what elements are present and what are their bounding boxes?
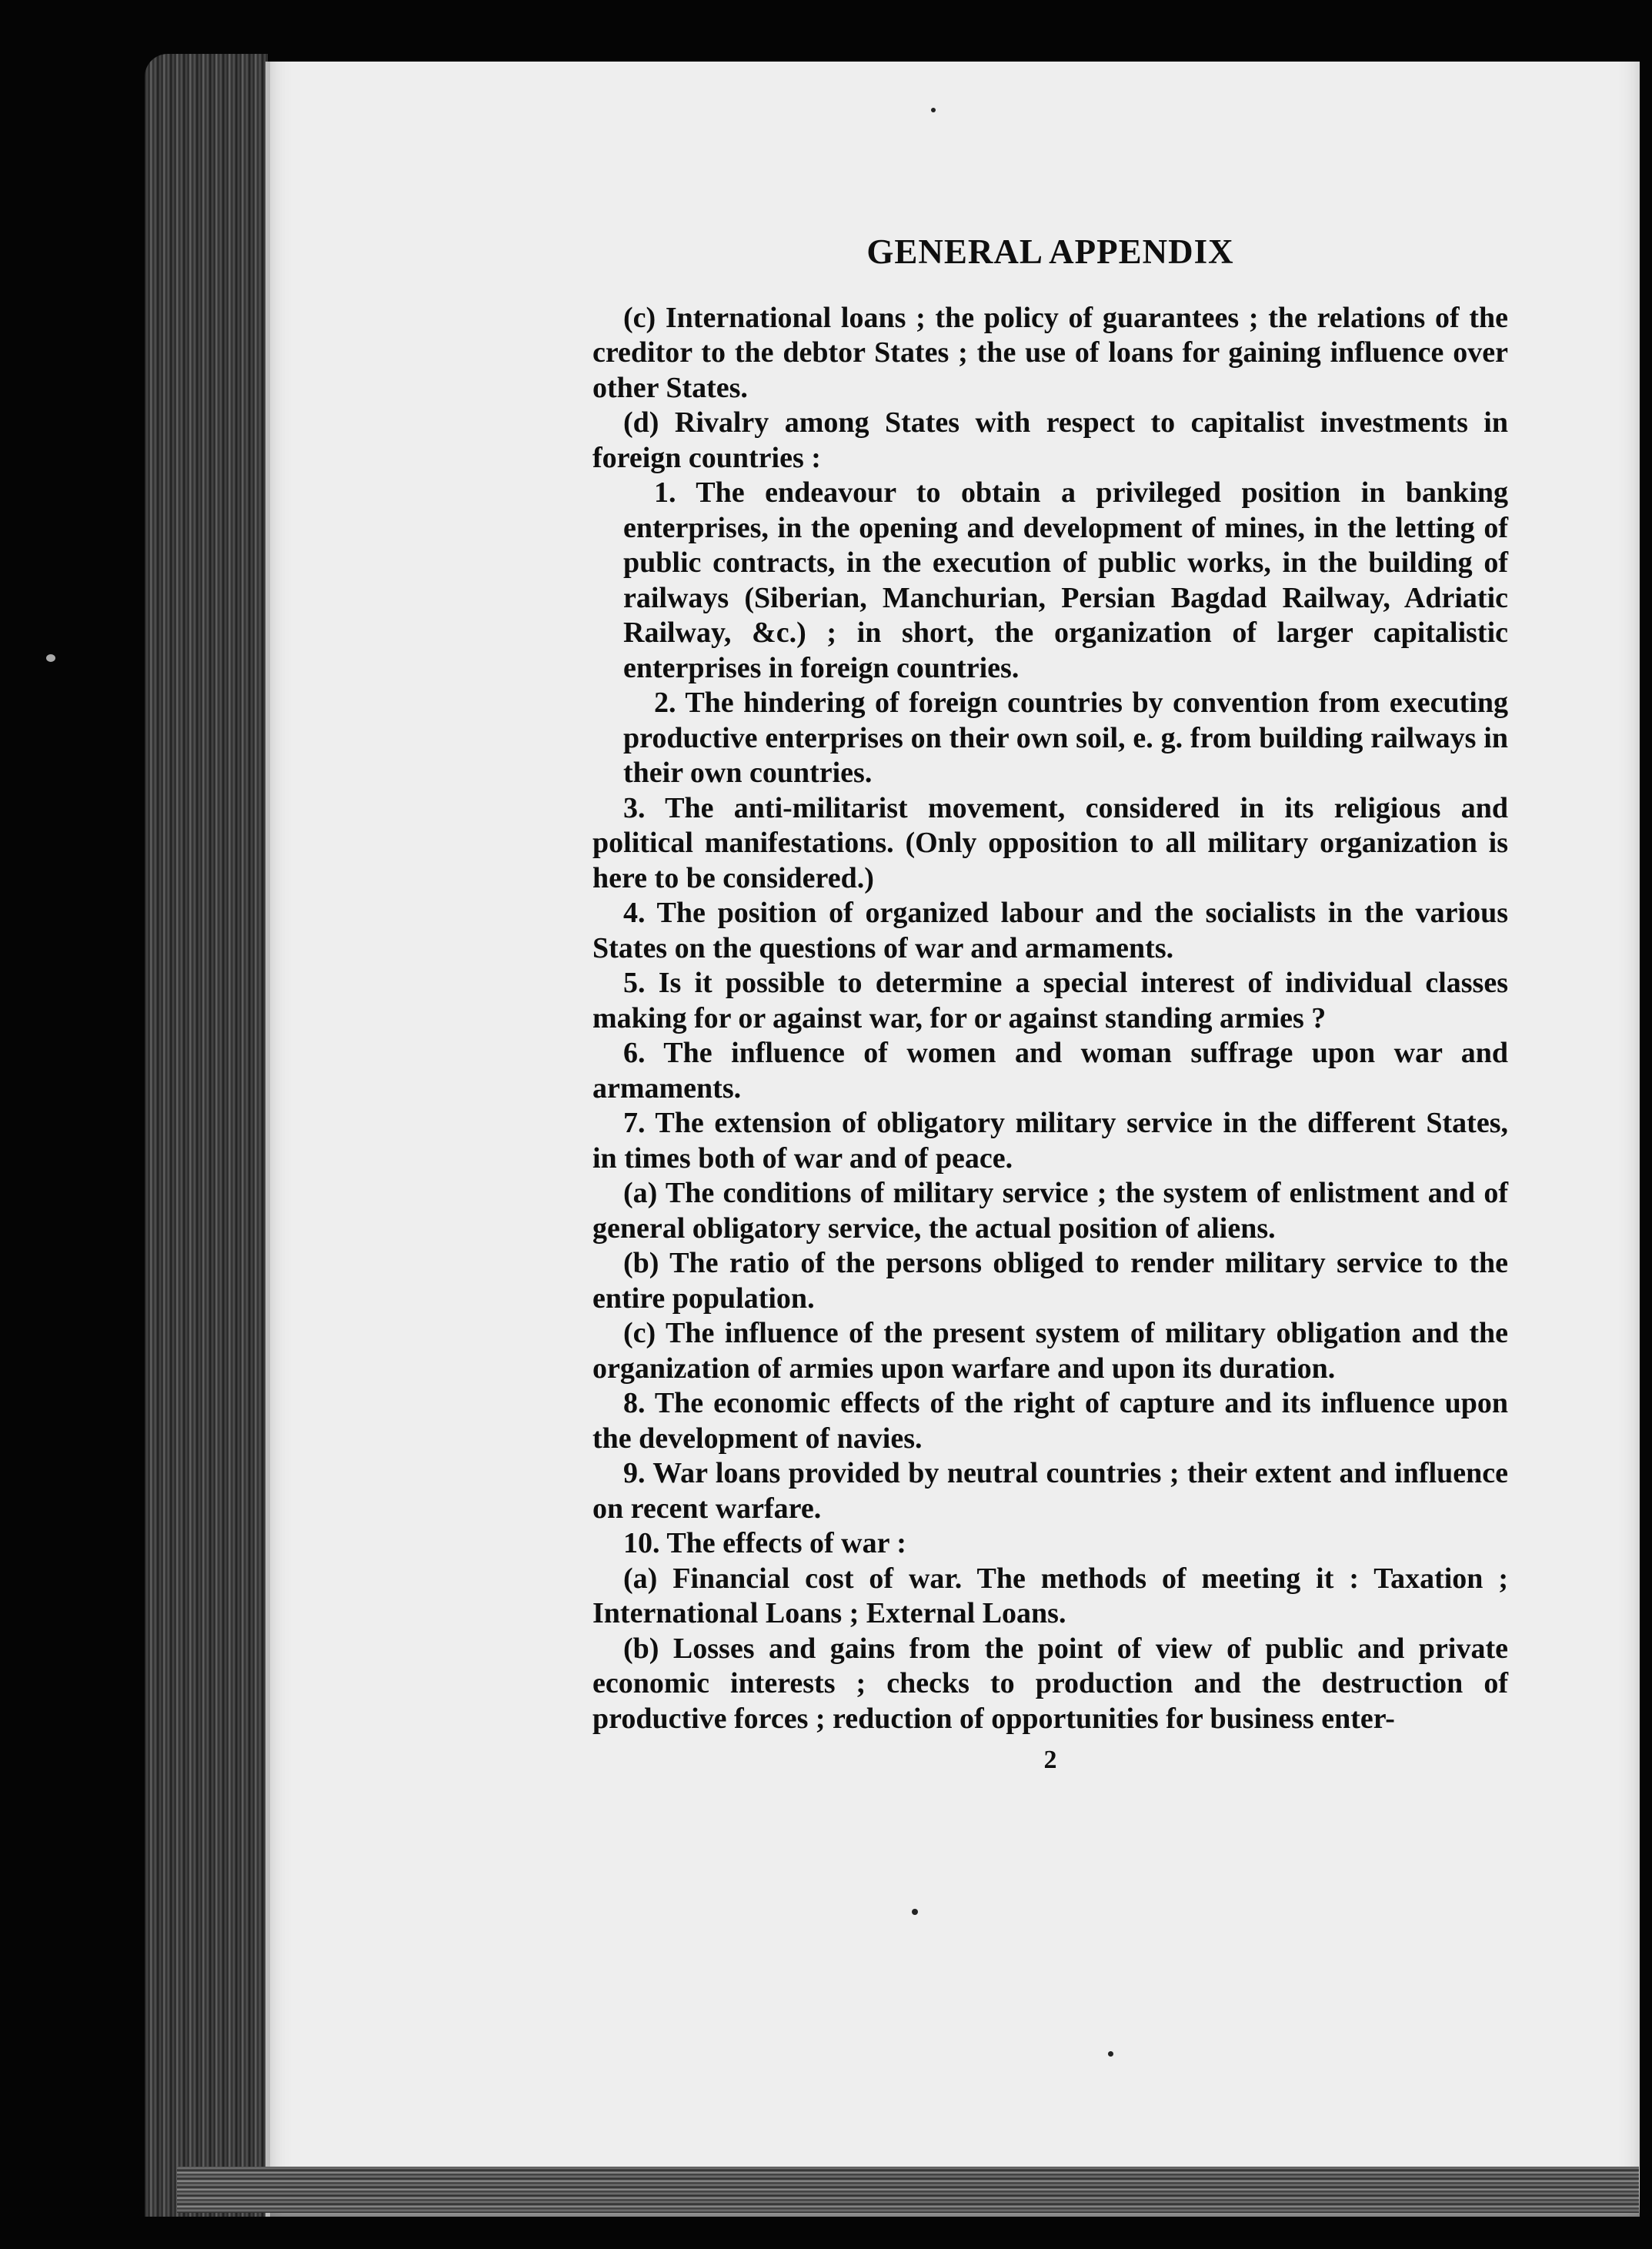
running-header: GENERAL APPENDIX	[866, 232, 1234, 271]
paragraph: 1. The endeavour to obtain a privileged position in banking enterprises, in the opening and development of mines, in the letting of public contracts, in the execution of public works, in the building of railways (Siberian, Manchurian, Persian Bagdad Railway, Adriatic Railway, &c.) ; in short, the organization of larger capitalistic enterprises in foreign countries.	[623, 476, 1508, 684]
paragraph: 6. The influence of women and woman suffrage upon war and armaments.	[592, 1037, 1508, 1104]
dust-speck	[912, 1909, 918, 1915]
book-bottom-edges	[177, 2167, 1639, 2213]
paragraph: (a) Financial cost of war. The methods of meeting it : Taxation ; International Loans ; External Loans.	[592, 1562, 1508, 1629]
paragraph: 5. Is it possible to determine a special interest of individual classes making for or against war, for or against standing armies ?	[592, 967, 1508, 1034]
paragraph: 10. The effects of war :	[623, 1527, 906, 1559]
paragraph: 2. The hindering of foreign countries by convention from executing productive enterprises on their own soil, e. g. from building railways in their own countries.	[623, 687, 1508, 789]
book-page-edges	[145, 54, 268, 2217]
page-number: 2	[1043, 1746, 1057, 1774]
paragraph: (d) Rivalry among States with respect to capitalist investments in foreign countries :	[592, 406, 1508, 474]
paragraph: (b) The ratio of the persons obliged to render military service to the entire population.	[592, 1247, 1508, 1315]
paragraph: 4. The position of organized labour and the socialists in the various States on the questions of war and armaments.	[592, 897, 1508, 964]
paragraph: 8. The economic effects of the right of capture and its influence upon the development of navies.	[592, 1387, 1508, 1455]
paragraph: (c) The influence of the present system of military obligation and the organization of armies upon warfare and upon its duration.	[592, 1317, 1508, 1385]
dust-speck	[931, 108, 936, 112]
paragraph: 7. The extension of obligatory military service in the different States, in times both of war and of peace.	[592, 1107, 1508, 1175]
dust-speck	[46, 654, 55, 662]
paragraph-list	[592, 301, 1508, 1737]
paragraph: (c) International loans ; the policy of guarantees ; the relations of the creditor to the debtor States ; the use of loans for gaining influence over other States.	[592, 301, 1508, 404]
paragraph: 9. War loans provided by neutral countries ; their extent and influence on recent warfare.	[592, 1457, 1508, 1525]
paragraph: (b) Losses and gains from the point of view of public and private economic interests ; checks to production and the destruction of productive forces ; reduction of opportunities for business enter-	[592, 1632, 1508, 1735]
paragraph: (a) The conditions of military service ; the system of enlistment and of general obligatory service, the actual position of aliens.	[592, 1177, 1508, 1245]
page-text	[592, 232, 1508, 1778]
dust-speck	[1108, 2051, 1113, 2057]
paragraph: 3. The anti-militarist movement, considered in its religious and political manifestations. (Only opposition to all military organization is here to be considered.)	[592, 791, 1508, 894]
